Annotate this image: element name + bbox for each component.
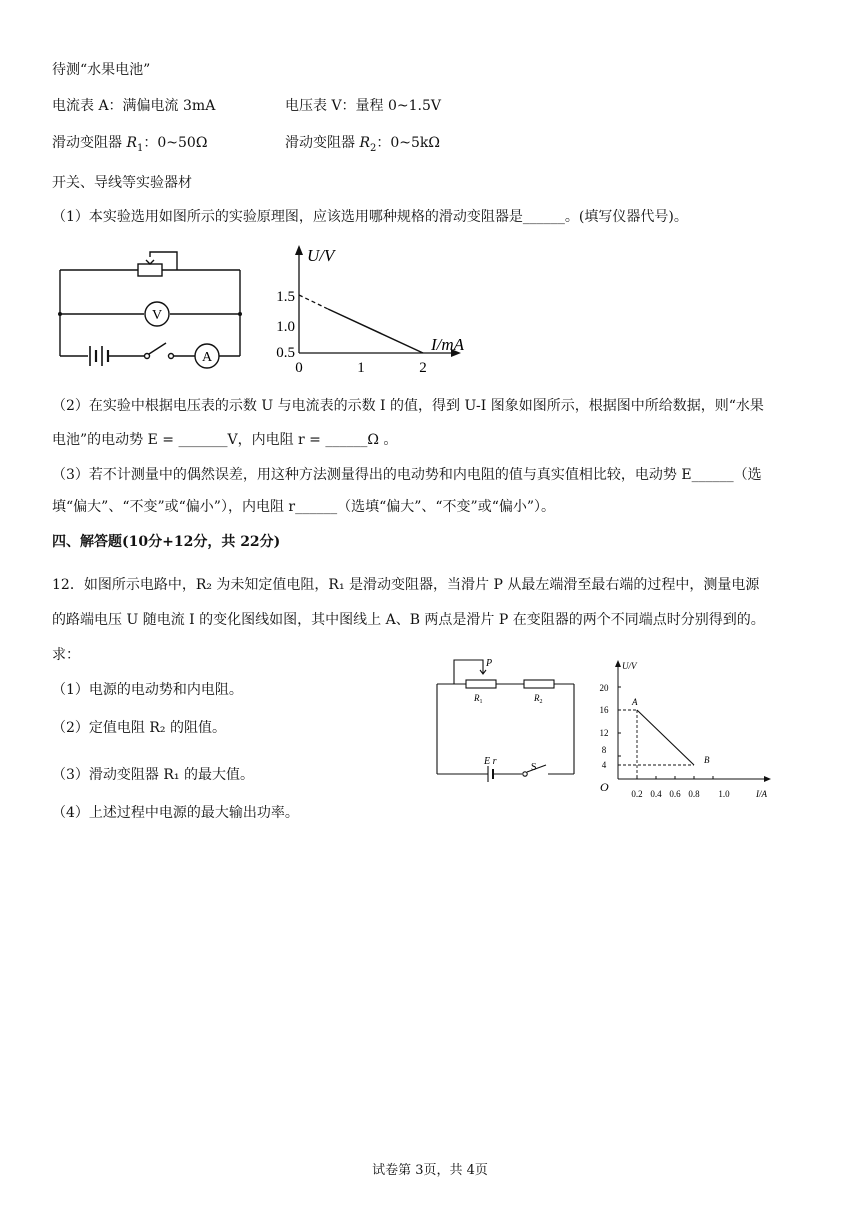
graph2-xtick-0.4: 0.4 — [650, 789, 662, 799]
question-3-line-1: （3）若不计测量中的偶然误差，用这种方法测量得出的电动势和内电阻的值与真实值相比较，电动势 E______（选 — [52, 467, 762, 483]
graph2-ytick-12: 12 — [599, 728, 609, 738]
graph2-ytick-8: 8 — [601, 745, 607, 755]
graph1-ytick-0.5: 0.5 — [276, 345, 295, 361]
text-ammeter-spec: 电流表 A：满偏电流 3mA — [52, 98, 216, 114]
slider-p-label: P — [486, 658, 493, 669]
graph2-xtick-0.2: 0.2 — [631, 789, 643, 799]
r1-label — [473, 693, 483, 705]
problem-12-line-1: 12．如图所示电路中，R₂ 为未知定值电阻，R₁ 是滑动变阻器，当滑片 P 从最左端滑至最右端的过程中，测量电源 — [52, 577, 760, 593]
subquestion-1: （1）电源的电动势和内电阻。 — [52, 682, 243, 698]
rheostat-r2-subscript: 2 — [370, 142, 377, 154]
graph2-xlabel: I/A — [756, 789, 767, 799]
rheostat-r1-symbol: R — [126, 135, 137, 151]
graph2-point-b-label: B — [704, 755, 710, 765]
question-2-line-1: （2）在实验中根据电压表的示数 U 与电流表的示数 I 的值，得到 U-I 图象如图所示，根据图中所给数据，则“水果 — [52, 398, 764, 414]
rheostat-r2-prefix: 滑动变阻器 — [285, 135, 360, 151]
r1-symbol: R — [474, 693, 480, 703]
graph2-ytick-16: 16 — [599, 705, 609, 715]
page-footer: 试卷第 3页，共 4页 — [372, 1163, 488, 1178]
rheostat-r2-range: ：0~5kΩ — [376, 135, 441, 151]
r2-symbol: R — [534, 693, 540, 703]
graph2-ytick-4: 4 — [601, 760, 607, 770]
graph1-xtick-0: 0 — [295, 360, 303, 376]
graph1-xtick-1: 1 — [357, 360, 365, 376]
ui-graph-2 — [590, 655, 790, 805]
ammeter-label: A — [201, 350, 213, 365]
text-rheostat-r1 — [52, 133, 207, 159]
text-rheostat-r2 — [285, 133, 440, 159]
graph1-ytick-1.5: 1.5 — [276, 289, 295, 305]
r2-label — [533, 693, 543, 705]
problem-12-line-3: 求： — [52, 647, 80, 663]
problem-12-line-2: 的路端电压 U 随电流 I 的变化图线如图，其中图线上 A、B 两点是滑片 P 在变阻器的两个不同端点时分别得到的。 — [52, 612, 765, 628]
rheostat-r1-prefix: 滑动变阻器 — [52, 135, 127, 151]
graph2-xtick-0.8: 0.8 — [688, 789, 700, 799]
switch-s-label: S — [531, 762, 537, 773]
graph2-ylabel: U/V — [622, 661, 637, 671]
circuit-diagram-1 — [50, 245, 250, 370]
section-4-heading: 四、解答题(10分+12分，共 22分) — [52, 534, 281, 550]
rheostat-r2-symbol: R — [359, 135, 370, 151]
ui-graph-1 — [265, 243, 495, 383]
r2-subscript: 2 — [539, 699, 543, 705]
text-switch-wires: 开关、导线等实验器材 — [52, 175, 192, 191]
subquestion-3: （3）滑动变阻器 R₁ 的最大值。 — [52, 767, 254, 783]
battery-er-label: E r — [484, 756, 497, 767]
subquestion-2: （2）定值电阻 R₂ 的阻值。 — [52, 720, 226, 736]
graph1-xtick-2: 2 — [419, 360, 427, 376]
question-2-line-2: 电池”的电动势 E = _______V，内电阻 r = ______Ω 。 — [52, 432, 398, 448]
graph1-ytick-1.0: 1.0 — [276, 319, 295, 335]
question-1: （1）本实验选用如图所示的实验原理图，应该选用哪种规格的滑动变阻器是______。(填写仪器代号)。 — [52, 209, 688, 225]
graph1-extrapolated-dashed-line — [299, 295, 328, 309]
graph1-data-line — [328, 309, 423, 353]
question-3-line-2: 填“偏大”、“不变”或“偏小”），内电阻 r______（选填“偏大”、“不变”或“偏小”）。 — [52, 499, 556, 515]
rheostat-r1-subscript: 1 — [137, 142, 144, 154]
graph2-ytick-20: 20 — [599, 683, 609, 693]
circuit-diagram-2 — [430, 652, 580, 782]
r1-subscript: 1 — [479, 699, 483, 705]
voltmeter-label: V — [151, 308, 163, 323]
graph2-xtick-1.0: 1.0 — [718, 789, 730, 799]
graph2-origin-label: O — [600, 780, 609, 794]
graph2-point-a-label: A — [632, 697, 638, 707]
graph2-xtick-0.6: 0.6 — [669, 789, 681, 799]
text-voltmeter-spec: 电压表 V：量程 0~1.5V — [285, 98, 442, 114]
text-fruit-battery: 待测“水果电池” — [52, 62, 151, 78]
graph1-ylabel: U/V — [307, 246, 335, 265]
graph2-data-line — [637, 710, 694, 765]
rheostat-r1-range: ：0~50Ω — [143, 135, 208, 151]
subquestion-4: （4）上述过程中电源的最大输出功率。 — [52, 805, 299, 821]
graph1-xlabel: I/mA — [431, 335, 465, 354]
